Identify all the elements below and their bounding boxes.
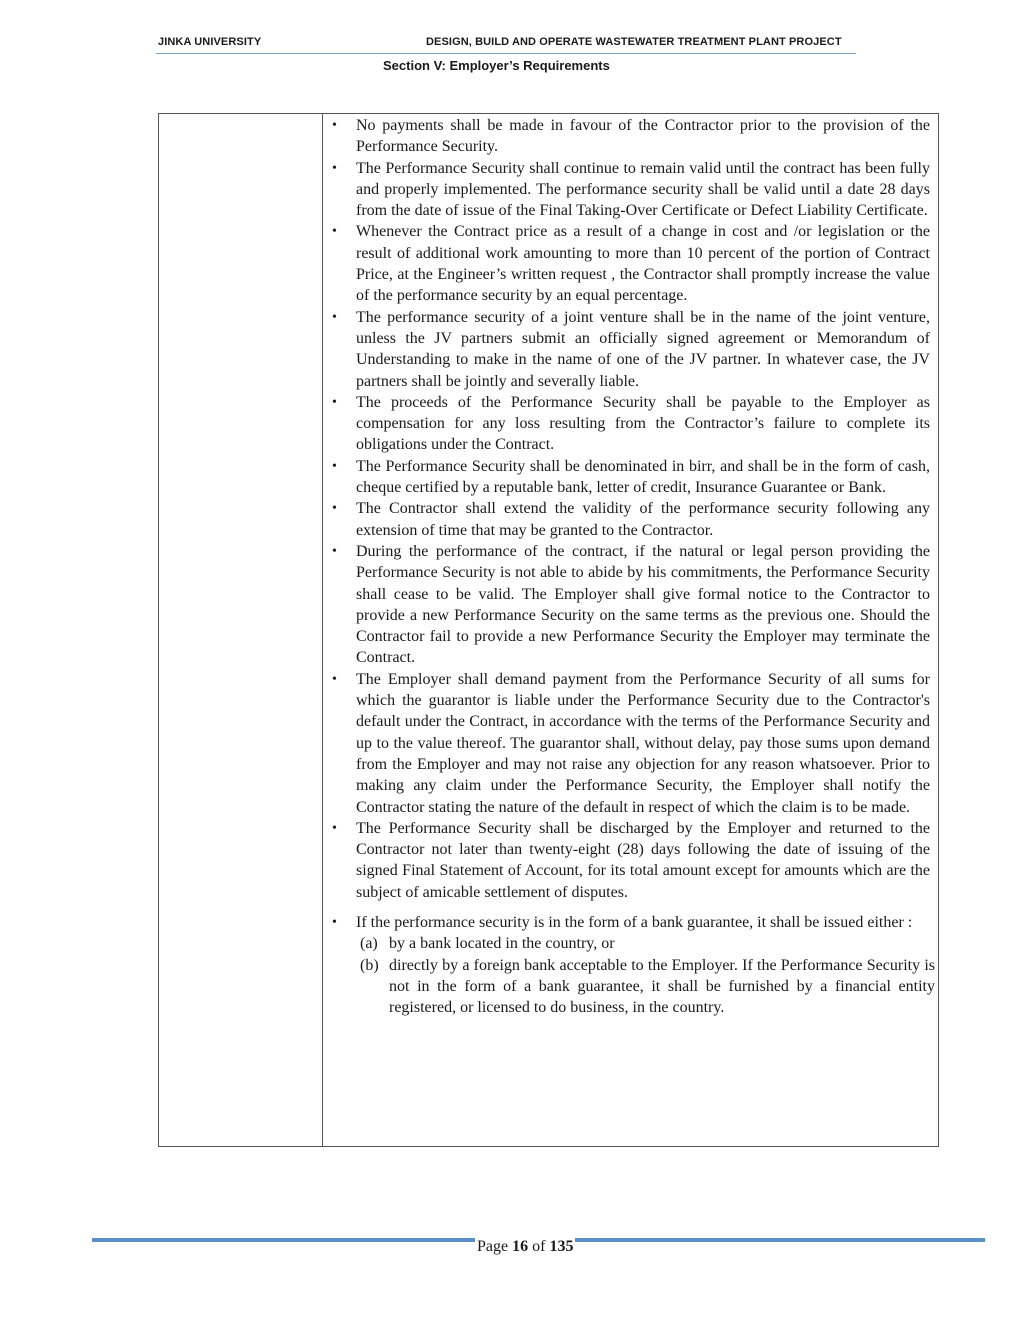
bullet-icon: • [332, 671, 337, 687]
bullet-icon: • [332, 118, 337, 133]
sub-item-a [356, 933, 935, 954]
table-right-cell [323, 114, 938, 1146]
bullet-icon: • [332, 160, 337, 176]
list-item: • No payments shall be made in favour of the Contractor prior to the provision of the Performance Security. [332, 117, 930, 156]
sub-item-text: directly by a foreign bank acceptable to the Employer. If the Performance Security is not in the form of a bank guarantee, it shall be furnished by a financial entity registered, or licensed to do business, in the country. [389, 956, 935, 1017]
list-item: • The proceeds of the Performance Security shall be payable to the Employer as compensation for any loss resulting from the Contractor’s failure to complete its obligations under the Contract. [332, 393, 930, 454]
sub-item-marker: (a) [360, 935, 378, 953]
list-item: • Whenever the Contract price as a result of a change in cost and /or legislation or the result of additional work amounting to more than 10 percent of the portion of Contract Price, at the Engineer’s written request , the Contractor shall promptly increase the value of the performance security by an equal percentage. [332, 223, 930, 305]
bullet-icon: • [332, 224, 337, 240]
list-item: • The Performance Security shall be denominated in birr, and shall be in the form of cash, cheque certified by a reputable bank, letter of credit, Insurance Guarantee or Bank. [332, 457, 930, 497]
page-number: Page 16 of 135 [477, 1238, 574, 1255]
sub-item-text: by a bank located in the country, or [389, 935, 615, 953]
header-divider [156, 53, 856, 54]
list-item: • The Performance Security shall be discharged by the Employer and returned to the Contractor not later than twenty-eight (28) days following the date of issuing of the signed Final Statement of Account, for its total amount except for amounts which are the subject of amicable settlement of disputes. [332, 819, 930, 901]
current-page: 16 [512, 1238, 529, 1255]
list-item: • During the performance of the contract, if the natural or legal person providing the Performance Security is not able to abide by his commitments, the Performance Security shall cease to be valid. The Employer shall give formal notice to the Contractor to provide a new Performance Security on the same terms as the previous one. Should the Contractor fail to provide a new Performance Security the Employer may terminate the Contract. [332, 542, 930, 667]
bullet-icon: • [332, 820, 337, 836]
section-title: Section V: Employer’s Requirements [383, 58, 610, 73]
sub-item-marker: (b) [360, 956, 379, 974]
bullet-list [332, 115, 935, 1018]
requirements-table [158, 113, 939, 1147]
bullet-icon: • [332, 543, 337, 559]
bullet-icon: • [332, 501, 337, 517]
bullet-icon: • [332, 914, 337, 930]
header-institution: JINKA UNIVERSITY [158, 36, 262, 48]
bank-guarantee-intro: If the performance security is in the form of a bank guarantee, it shall be issued either : [356, 913, 913, 931]
list-item-bank-guarantee [332, 912, 935, 1018]
sub-list [356, 933, 935, 1018]
list-item: • The Performance Security shall continue to remain valid until the contract has been fully and properly implemented. The performance security shall be valid until a date 28 days from the date of issue of the Final Taking-Over Certificate or Defect Liability Certificate. [332, 159, 930, 220]
list-item: • The Contractor shall extend the validity of the performance security following any extension of time that may be granted to the Contractor. [332, 500, 930, 539]
list-item: • The performance security of a joint venture shall be in the name of the joint venture, unless the JV partners submit an officially signed agreement or Memorandum of Understanding to make in the name of one of the JV partner. In whatever case, the JV partners shall be jointly and severally liable. [332, 308, 930, 390]
list-item: • The Employer shall demand payment from the Performance Security of all sums for which the guarantor is liable under the Performance Security due to the Contractor's default under the Contract, in accordance with the terms of the Performance Security and up to the value thereof. The guarantor shall, without delay, pay those sums upon demand from the Employer and may not raise any objection for any reason whatsoever. Prior to making any claim under the Performance Security, the Employer shall notify the Contractor stating the nature of the default in respect of which the claim is to be made. [332, 670, 930, 816]
bullet-icon: • [332, 458, 337, 474]
bullet-icon: • [332, 309, 337, 325]
sub-item-b [356, 955, 935, 1019]
bullet-icon: • [332, 394, 337, 410]
table-left-cell [159, 114, 323, 1146]
header-project-title: DESIGN, BUILD AND OPERATE WASTEWATER TREATMENT PLANT PROJECT [426, 36, 842, 48]
total-pages: 135 [549, 1238, 574, 1255]
